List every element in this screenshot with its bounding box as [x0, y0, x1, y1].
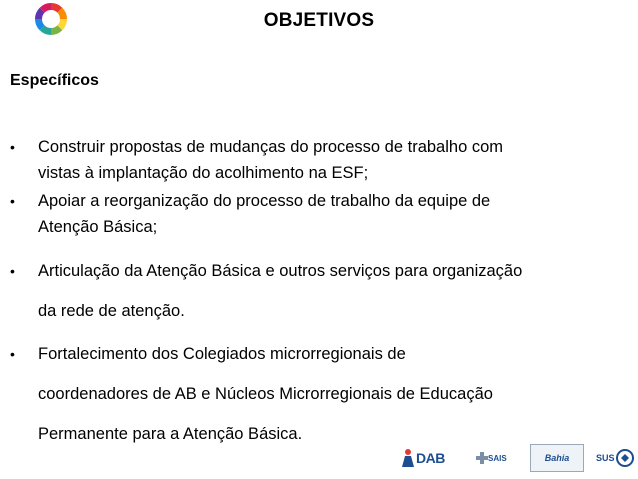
bahia-label: Bahia — [544, 453, 570, 463]
sus-logo — [596, 440, 635, 476]
list-item-line: Fortalecimento dos Colegiados microrregionais de — [38, 345, 406, 363]
list-item-line: Construir propostas de mudanças do processo de trabalho com — [38, 138, 504, 156]
list-item — [10, 251, 620, 331]
bahia-logo — [530, 440, 584, 476]
list-item-line: Articulação da Atenção Básica e outros serviços para organização — [38, 262, 523, 280]
sais-logo — [476, 440, 507, 476]
list-item-line: Apoiar a reorganização do processo de trabalho da equipe de — [38, 192, 491, 210]
list-item-line: da rede de atenção. — [38, 302, 185, 320]
dab-label: DAB — [416, 450, 445, 466]
page-title: OBJETIVOS — [263, 10, 375, 31]
sus-label: SUS — [596, 453, 615, 463]
list-item — [10, 188, 620, 240]
bahia-badge — [530, 444, 584, 472]
list-item — [10, 134, 620, 186]
list-item-line: Permanente para a Atenção Básica. — [38, 425, 303, 443]
dab-figure-icon — [400, 448, 416, 468]
list-item-line: vistas à implantação do acolhimento na ESF; — [38, 164, 369, 182]
dab-logo — [400, 440, 445, 476]
list-item-line: Atenção Básica; — [38, 218, 158, 236]
bullet-icon: • — [10, 139, 15, 155]
sais-label: SAIS — [488, 453, 507, 463]
section-subtitle: Específicos — [10, 72, 99, 89]
cross-icon — [476, 451, 488, 465]
sus-emblem-icon — [615, 448, 635, 468]
list-item — [10, 334, 620, 454]
bullet-icon: • — [10, 346, 15, 362]
list-item-line: coordenadores de AB e Núcleos Microrregionais de Educação — [38, 385, 493, 403]
footer-logos — [400, 440, 636, 476]
bullet-icon: • — [10, 193, 15, 209]
bullet-icon: • — [10, 263, 15, 279]
